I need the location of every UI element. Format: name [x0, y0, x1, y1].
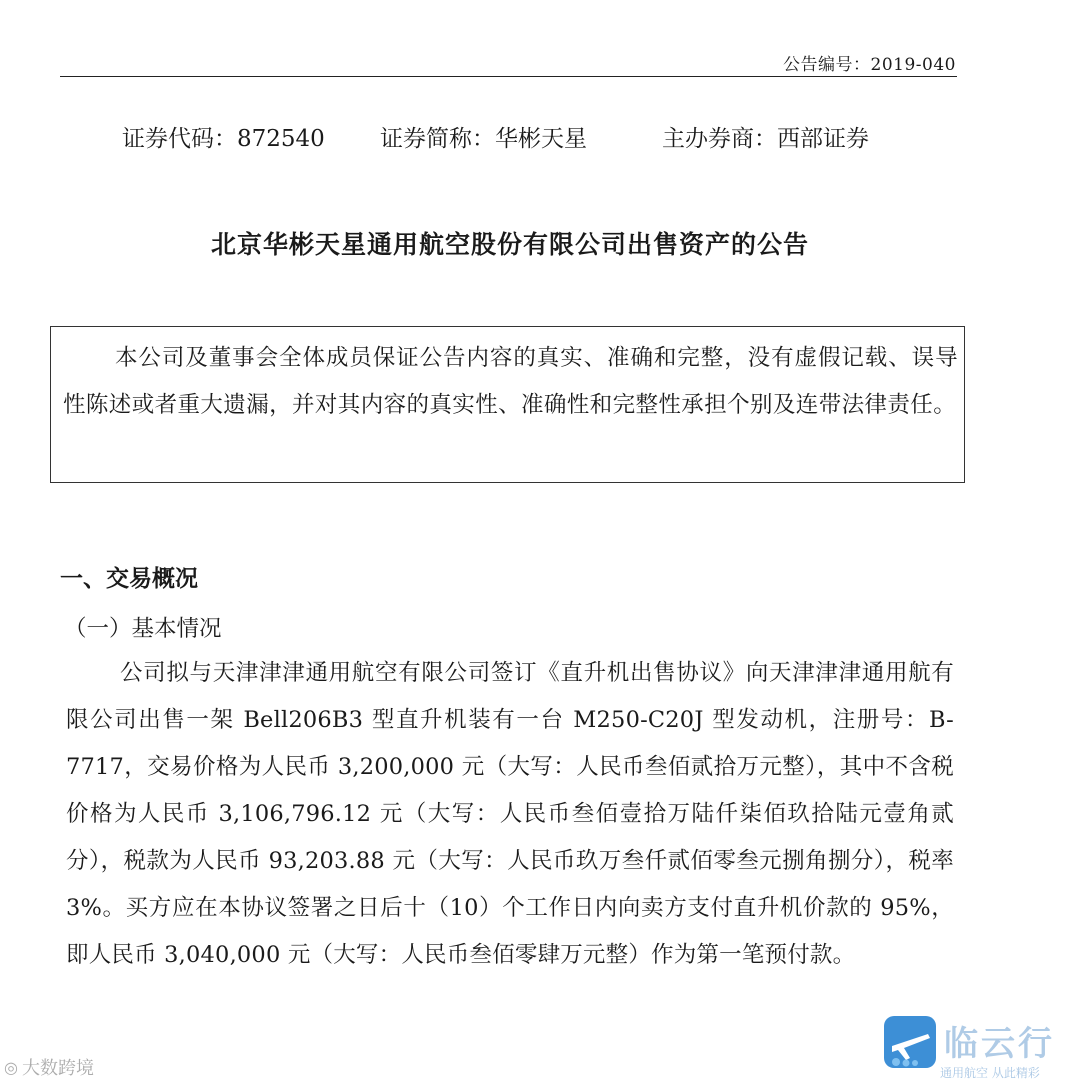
- sub-heading: （一）基本情况: [64, 616, 222, 642]
- notice-text: 本公司及董事会全体成员保证公告内容的真实、准确和完整，没有虚假记载、误导性陈述或者重大遗漏，并对其内容的真实性、准确性和完整性承担个别及连带法律责任。: [63, 345, 958, 418]
- document-title: 北京华彬天星通用航空股份有限公司出售资产的公告: [210, 230, 809, 259]
- body-paragraph: 公司拟与天津津津通用航空有限公司签订《直升机出售协议》向天津津津通用航有限公司出售一架 Bell206B3 型直升机装有一台 M250-C20J 型发动机，注册号：B-7717，交易价格为人民币 3,200,000 元（大写：人民币叁佰贰拾万元整），其中不含税价格为人民币 3,106,796.12 元（大写：人民币叁佰壹拾万陆仟柒佰玖拾陆元壹角贰分），税款为人民币 93,203.88 元（大写：人民币玖万叁仟贰佰零叁元捌角捌分），税率 3%。买方应在本协议签署之日后十（10）个工作日内向卖方支付直升机价款的 95%，即人民币 3,040,000 元（大写：人民币叁佰零肆万元整）作为第一笔预付款。: [66, 660, 954, 968]
- security-code: 证券代码：872540: [122, 126, 325, 152]
- watermark-logo-icon: ◎: [4, 1057, 18, 1077]
- watermark-tagline: 通用航空 从此精彩: [940, 1066, 1040, 1080]
- watermark-right: [884, 1016, 1060, 1084]
- header-divider: [60, 76, 957, 77]
- watermark-left-text: 大数跨境: [21, 1058, 94, 1079]
- watermark-brand: 临云行: [944, 1024, 1055, 1064]
- security-short-name: 证券简称：华彬天星: [380, 126, 587, 152]
- airplane-logo-icon: [884, 1016, 936, 1068]
- section-heading: 一、交易概况: [60, 566, 198, 592]
- sponsoring-broker: 主办券商：西部证券: [662, 126, 869, 152]
- watermark-left: [4, 1054, 94, 1080]
- notice-box: [50, 326, 965, 483]
- announcement-number: 公告编号：2019-040: [783, 55, 956, 75]
